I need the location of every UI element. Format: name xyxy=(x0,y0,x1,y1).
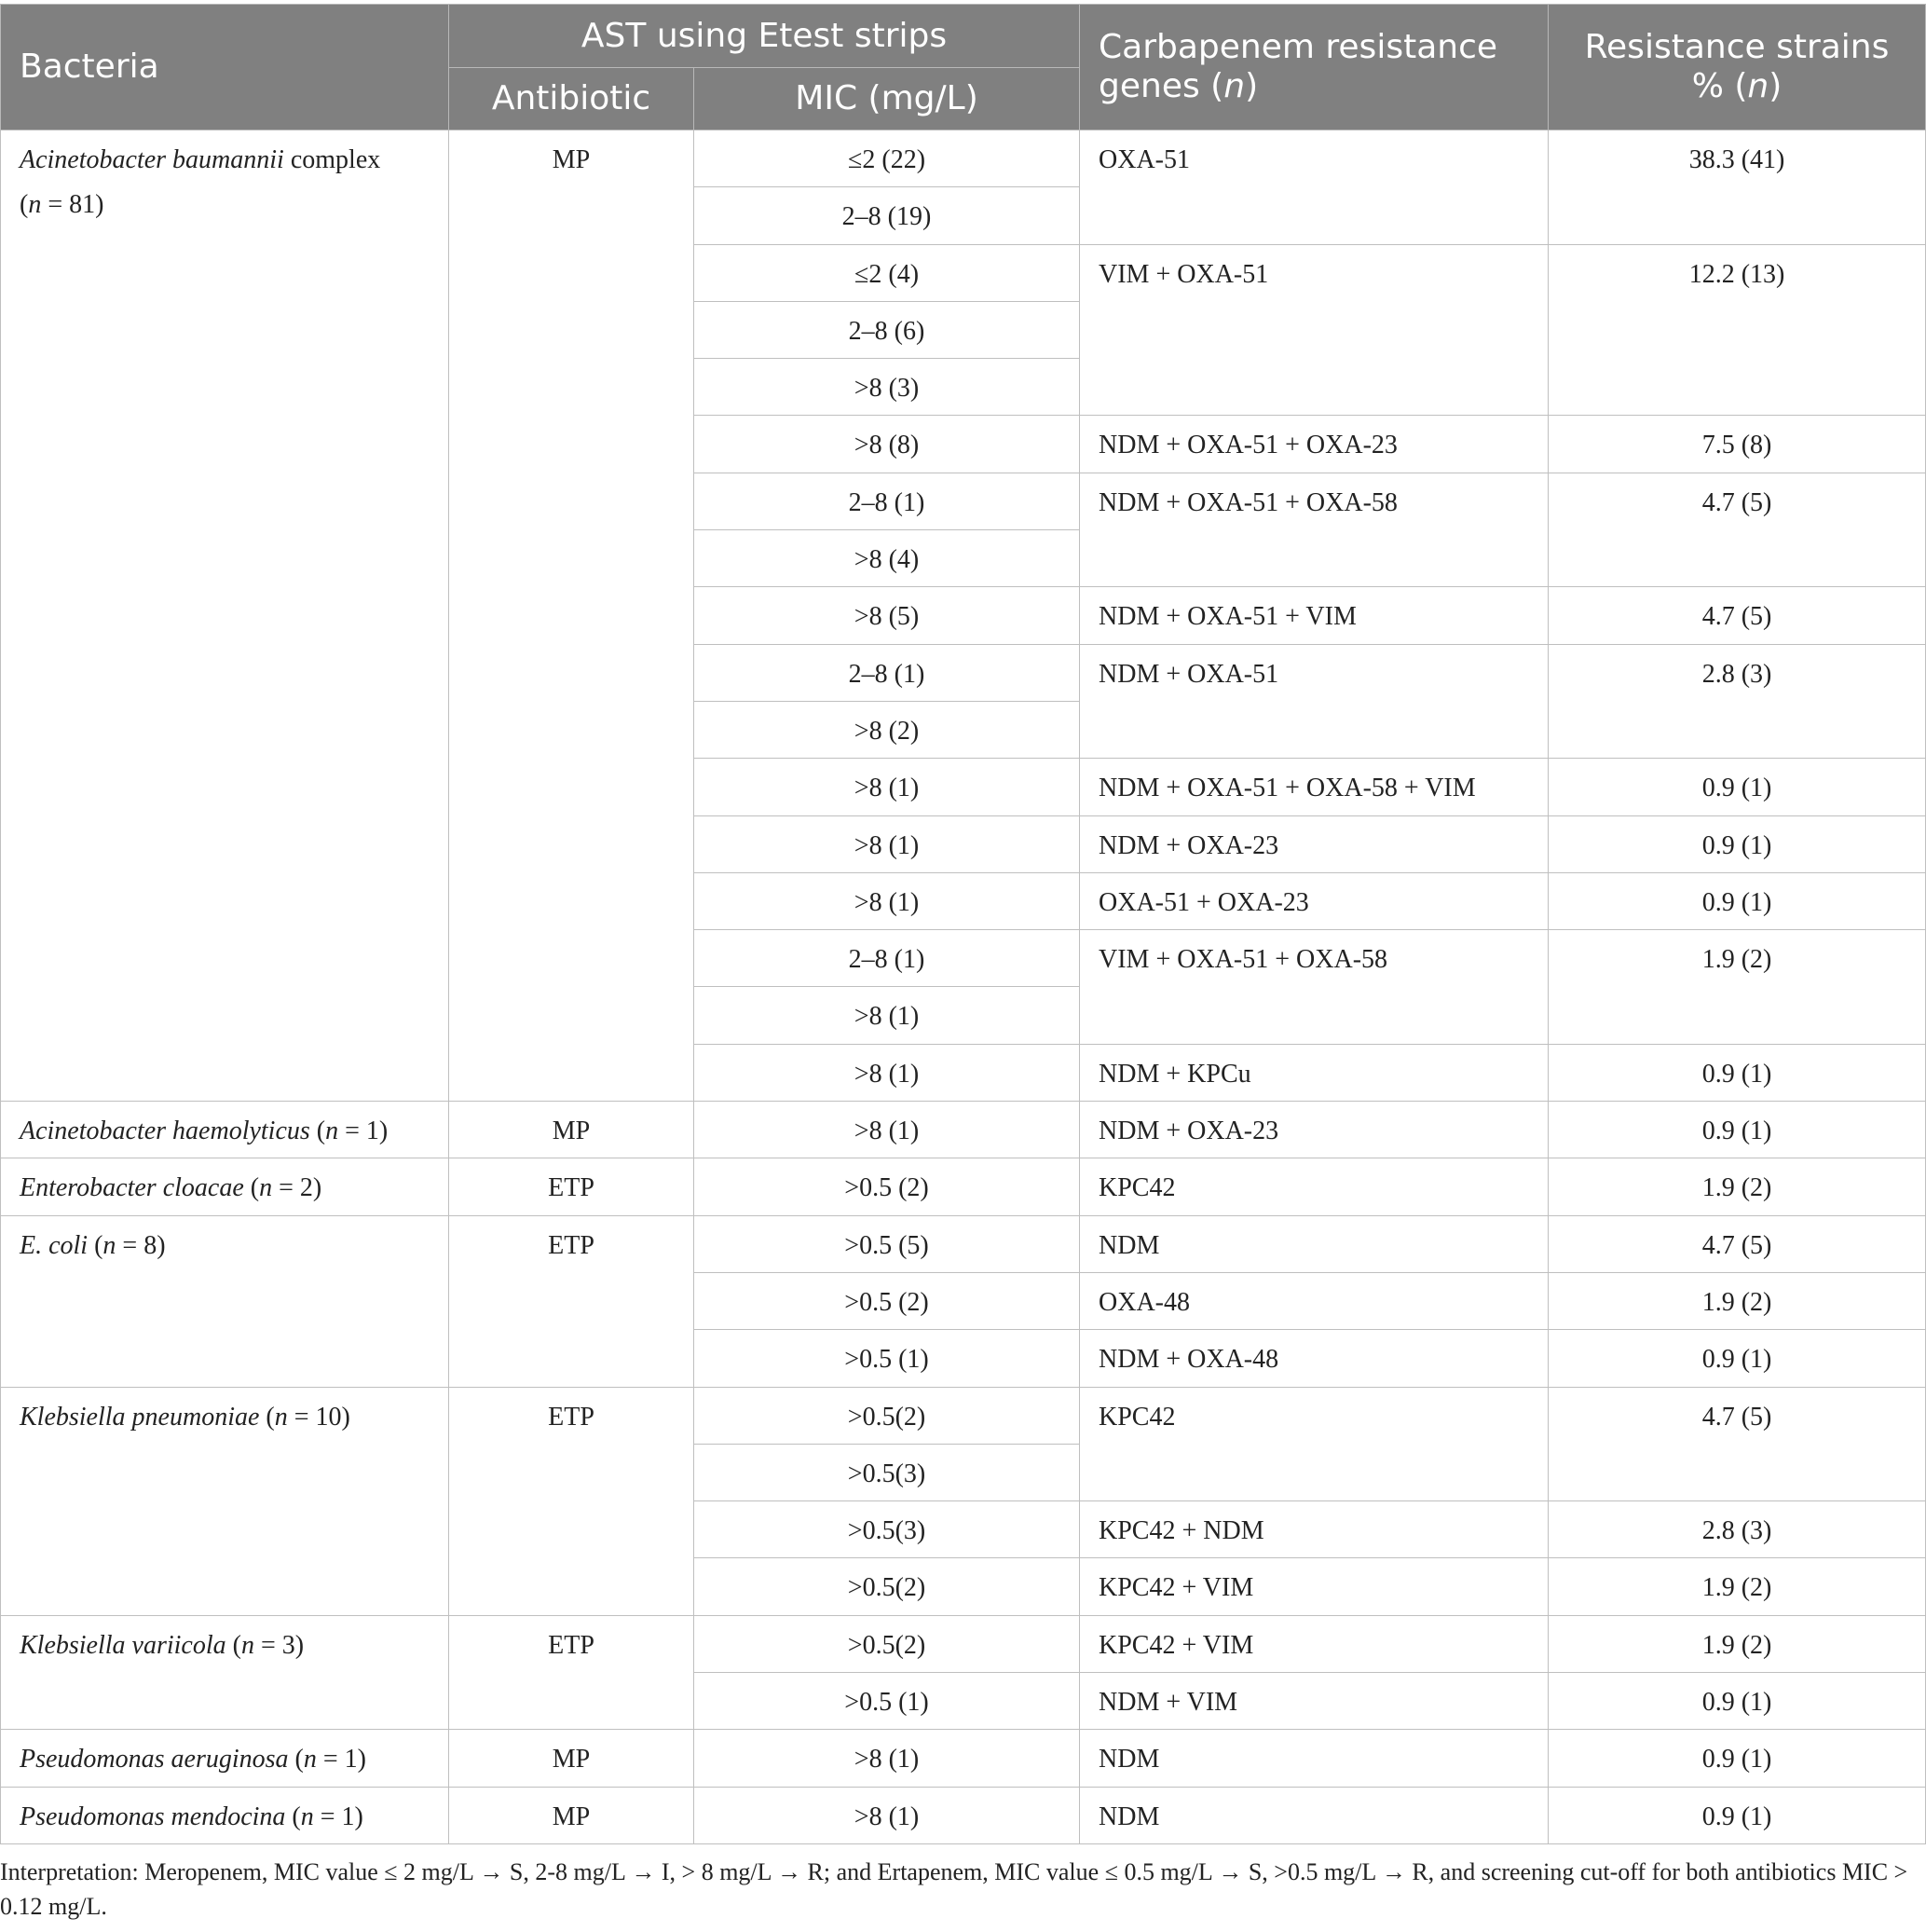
bacteria-count: (n = 1) xyxy=(285,1802,363,1831)
header-ast: AST using Etest strips xyxy=(449,5,1080,68)
bacteria-count: (n = 3) xyxy=(225,1630,305,1660)
mic-cell: >0.5 (5) xyxy=(694,1215,1080,1272)
percent-cell: 0.9 (1) xyxy=(1549,872,1926,929)
mic-cell: >8 (1) xyxy=(694,1044,1080,1101)
mic-cell: >8 (1) xyxy=(694,987,1080,1044)
percent-cell: 0.9 (1) xyxy=(1549,1044,1926,1101)
percent-cell: 4.7 (5) xyxy=(1549,473,1926,587)
table-row xyxy=(1,1102,1926,1158)
antibiotic-cell: MP xyxy=(449,1787,694,1843)
percent-cell: 0.9 (1) xyxy=(1549,759,1926,815)
genes-cell: NDM + OXA-23 xyxy=(1080,1102,1549,1158)
percent-cell: 0.9 (1) xyxy=(1549,1787,1926,1843)
bacteria-count: (n = 10) xyxy=(259,1402,350,1432)
bacteria-count: (n = 1) xyxy=(309,1117,389,1146)
mic-cell: ≤2 (22) xyxy=(694,130,1080,187)
percent-cell: 0.9 (1) xyxy=(1549,1673,1926,1730)
percent-cell: 7.5 (8) xyxy=(1549,416,1926,473)
bacteria-cell xyxy=(1,1615,449,1730)
genes-cell: NDM + OXA-51 + VIM xyxy=(1080,587,1549,644)
header-bacteria: Bacteria xyxy=(1,5,449,130)
table-row xyxy=(1,1215,1926,1272)
genes-cell: VIM + OXA-51 xyxy=(1080,244,1549,416)
mic-cell: >8 (1) xyxy=(694,1730,1080,1787)
percent-cell: 38.3 (41) xyxy=(1549,130,1926,245)
percent-cell: 1.9 (2) xyxy=(1549,1615,1926,1672)
genes-cell: NDM + OXA-51 + OXA-23 xyxy=(1080,416,1549,473)
genes-cell: NDM + OXA-48 xyxy=(1080,1330,1549,1387)
bacteria-cell xyxy=(1,1215,449,1387)
mic-cell: 2–8 (1) xyxy=(694,930,1080,987)
genes-cell: VIM + OXA-51 + OXA-58 xyxy=(1080,930,1549,1045)
mic-cell: >8 (1) xyxy=(694,1102,1080,1158)
mic-cell: >0.5(2) xyxy=(694,1387,1080,1444)
genes-cell: NDM xyxy=(1080,1730,1549,1787)
percent-cell: 1.9 (2) xyxy=(1549,930,1926,1045)
antibiotic-cell: ETP xyxy=(449,1387,694,1615)
mic-cell: >8 (1) xyxy=(694,872,1080,929)
table-row xyxy=(1,1387,1926,1444)
antibiotic-cell: ETP xyxy=(449,1158,694,1215)
percent-cell: 4.7 (5) xyxy=(1549,1387,1926,1501)
genes-cell: NDM + KPCu xyxy=(1080,1044,1549,1101)
antibiotic-cell: MP xyxy=(449,130,694,1102)
genes-cell: NDM xyxy=(1080,1787,1549,1843)
mic-cell: 2–8 (6) xyxy=(694,301,1080,358)
table-row xyxy=(1,1730,1926,1787)
antibiotic-cell: ETP xyxy=(449,1215,694,1387)
genes-cell: KPC42 + NDM xyxy=(1080,1501,1549,1558)
bacteria-name: Acinetobacter haemolyticus xyxy=(20,1117,310,1146)
percent-cell: 1.9 (2) xyxy=(1549,1558,1926,1615)
mic-cell: >0.5(2) xyxy=(694,1615,1080,1672)
bacteria-count: (n = 8) xyxy=(88,1230,166,1260)
header-antibiotic: Antibiotic xyxy=(449,68,694,130)
header-resistance: Resistance strains % (n) xyxy=(1549,5,1926,130)
genes-cell: KPC42 xyxy=(1080,1387,1549,1501)
genes-cell: KPC42 + VIM xyxy=(1080,1558,1549,1615)
mic-cell: >0.5 (2) xyxy=(694,1158,1080,1215)
percent-cell: 0.9 (1) xyxy=(1549,1730,1926,1787)
mic-cell: >8 (1) xyxy=(694,1787,1080,1843)
genes-cell: OXA-48 xyxy=(1080,1272,1549,1329)
bacteria-name: Pseudomonas aeruginosa xyxy=(20,1745,289,1774)
percent-cell: 1.9 (2) xyxy=(1549,1272,1926,1329)
table-row xyxy=(1,130,1926,187)
bacteria-count: (n = 2) xyxy=(243,1173,322,1203)
mic-cell: >8 (8) xyxy=(694,416,1080,473)
mic-cell: >0.5(3) xyxy=(694,1501,1080,1558)
mic-cell: >0.5(3) xyxy=(694,1444,1080,1500)
bacteria-name: E. coli xyxy=(20,1230,89,1260)
percent-cell: 12.2 (13) xyxy=(1549,244,1926,416)
mic-cell: ≤2 (4) xyxy=(694,244,1080,301)
genes-cell: OXA-51 xyxy=(1080,130,1549,245)
bacteria-cell xyxy=(1,1387,449,1615)
mic-cell: 2–8 (1) xyxy=(694,644,1080,701)
bacteria-cell xyxy=(1,1158,449,1215)
mic-cell: >0.5(2) xyxy=(694,1558,1080,1615)
genes-cell: KPC42 + VIM xyxy=(1080,1615,1549,1672)
mic-cell: 2–8 (19) xyxy=(694,187,1080,244)
bacteria-cell xyxy=(1,1730,449,1787)
bacteria-cell xyxy=(1,1787,449,1843)
genes-cell: OXA-51 + OXA-23 xyxy=(1080,872,1549,929)
bacteria-cell: Acinetobacter baumannii complex (n = 81) xyxy=(1,130,449,1102)
percent-cell: 4.7 (5) xyxy=(1549,1215,1926,1272)
genes-cell: NDM + OXA-23 xyxy=(1080,815,1549,872)
genes-cell: KPC42 xyxy=(1080,1158,1549,1215)
mic-cell: >8 (5) xyxy=(694,587,1080,644)
bacteria-name: Acinetobacter baumannii xyxy=(20,145,284,174)
genes-cell: NDM xyxy=(1080,1215,1549,1272)
mic-cell: >0.5 (1) xyxy=(694,1673,1080,1730)
mic-cell: >8 (3) xyxy=(694,359,1080,416)
mic-cell: >8 (1) xyxy=(694,815,1080,872)
percent-cell: 2.8 (3) xyxy=(1549,1501,1926,1558)
percent-cell: 0.9 (1) xyxy=(1549,1102,1926,1158)
bacteria-name: Klebsiella variicola xyxy=(20,1630,226,1660)
percent-cell: 0.9 (1) xyxy=(1549,1330,1926,1387)
antibiotic-cell: MP xyxy=(449,1102,694,1158)
antibiotic-cell: ETP xyxy=(449,1615,694,1730)
percent-cell: 4.7 (5) xyxy=(1549,587,1926,644)
bacteria-name: Klebsiella pneumoniae xyxy=(20,1402,260,1432)
antibiotic-cell: MP xyxy=(449,1730,694,1787)
percent-cell: 1.9 (2) xyxy=(1549,1158,1926,1215)
mic-cell: >8 (1) xyxy=(694,759,1080,815)
percent-cell: 0.9 (1) xyxy=(1549,815,1926,872)
table-row xyxy=(1,1158,1926,1215)
mic-cell: 2–8 (1) xyxy=(694,473,1080,529)
resistance-table xyxy=(0,4,1926,1844)
table-body xyxy=(1,130,1926,1844)
bacteria-count: (n = 81) xyxy=(20,190,104,219)
mic-cell: >0.5 (1) xyxy=(694,1330,1080,1387)
genes-cell: NDM + VIM xyxy=(1080,1673,1549,1730)
table-row xyxy=(1,1787,1926,1843)
bacteria-cell xyxy=(1,1102,449,1158)
bacteria-name: Enterobacter cloacae xyxy=(20,1173,244,1203)
table-row xyxy=(1,1615,1926,1672)
genes-cell: NDM + OXA-51 + OXA-58 xyxy=(1080,473,1549,587)
genes-cell: NDM + OXA-51 xyxy=(1080,644,1549,759)
mic-cell: >8 (4) xyxy=(694,530,1080,587)
mic-cell: >0.5 (2) xyxy=(694,1272,1080,1329)
footnote: Interpretation: Meropenem, MIC value ≤ 2 mg/L → S, 2-8 mg/L → I, > 8 mg/L → R; and Ertapenem, MIC value ≤ 0.5 mg/L → S, >0.5 mg/L → R, and screening cut-off for both antibiotics MIC > 0.12 mg/L. xyxy=(0,1858,1908,1920)
percent-cell: 2.8 (3) xyxy=(1549,644,1926,759)
bacteria-name: Pseudomonas mendocina xyxy=(20,1802,286,1831)
header-genes: Carbapenem resistance genes (n) xyxy=(1080,5,1549,130)
bacteria-count: (n = 1) xyxy=(288,1745,366,1774)
genes-cell: NDM + OXA-51 + OXA-58 + VIM xyxy=(1080,759,1549,815)
header-mic: MIC (mg/L) xyxy=(694,68,1080,130)
mic-cell: >8 (2) xyxy=(694,701,1080,758)
